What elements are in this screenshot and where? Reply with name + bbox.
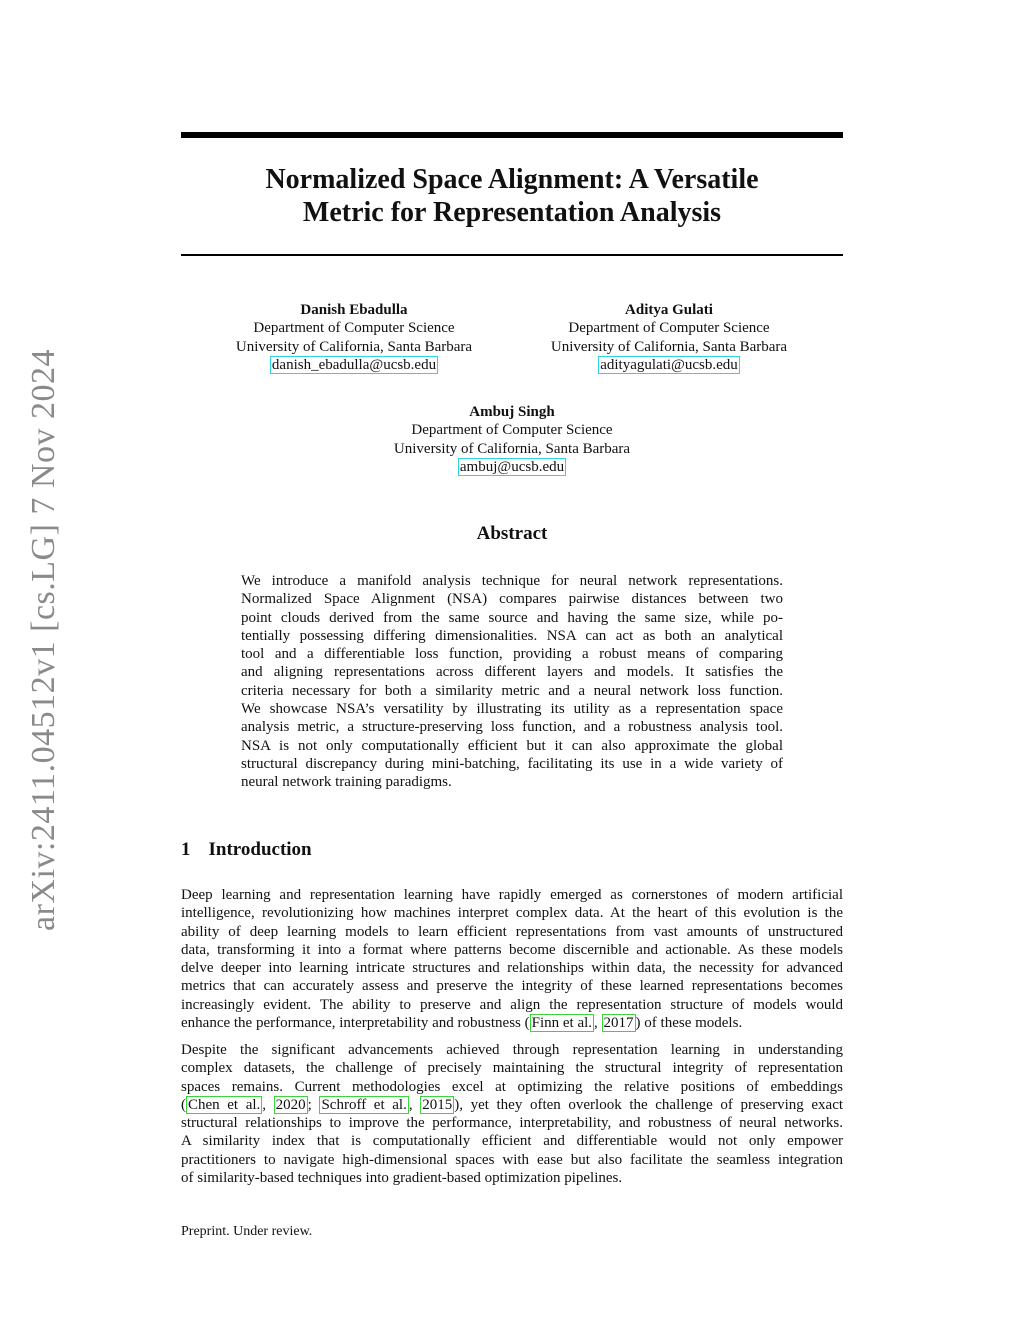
text-span: , — [262, 1096, 274, 1113]
text-span: Deep learning and representation learning have rapidly emerged as cornerstones of modern artificial — [181, 887, 843, 903]
text-span: We showcase NSA’s versatility by illustrating its utility as a representation space — [241, 701, 783, 718]
text-span: ( — [181, 1096, 186, 1113]
text-line — [181, 1078, 843, 1096]
text-line — [181, 923, 843, 941]
author-dept: Department of Computer Science — [568, 320, 770, 337]
text-span: data, transforming it into a format where patterns become discernible and actionable. As these models — [181, 941, 843, 958]
text-line — [181, 1169, 843, 1187]
text-span: ) of these models. — [635, 1015, 743, 1032]
text-line — [181, 959, 843, 977]
text-span: metrics that can accurately assess and preserve the integrity of these learned representations becomes — [181, 978, 843, 995]
section-number: 1 — [181, 839, 191, 860]
text-line — [181, 1151, 843, 1169]
citation-link[interactable]: 2020 — [275, 1096, 306, 1113]
text-line — [241, 572, 783, 590]
section-heading — [181, 839, 330, 861]
intro-paragraph — [181, 886, 843, 1032]
text-span: criteria necessary for both a similarity metric and a neural network loss function. — [241, 682, 783, 699]
text-span: A similarity index that is computationally efficient and differentiable would not only empower — [181, 1133, 843, 1150]
text-span: intelligence, revolutionizing how machines interpret complex data. At the heart of this evolution is the — [181, 905, 843, 922]
citation-link[interactable]: Finn et al. — [531, 1015, 593, 1032]
text-span: of similarity-based techniques into gradient-based optimization pipelines. — [181, 1170, 623, 1187]
text-span: ), yet they often overlook the challenge of preserving exact — [454, 1096, 844, 1113]
text-line — [181, 1041, 843, 1059]
text-span: and aligning representations across different layers and models. It satisfies the — [241, 664, 783, 681]
author-block — [504, 301, 834, 374]
top-rule — [181, 132, 843, 138]
text-line — [181, 977, 843, 995]
text-line — [241, 718, 783, 736]
text-line — [241, 663, 783, 681]
author-univ: University of California, Santa Barbara — [235, 338, 473, 355]
author-email-link[interactable]: ambuj@ucsb.edu — [459, 458, 565, 475]
text-span: spaces remains. Current methodologies excel at optimizing the relative positions of embeddings — [181, 1078, 843, 1095]
text-span: increasingly evident. The ability to preserve and align the representation structure of models would — [181, 996, 843, 1013]
text-span: point clouds derived from the same source and having the same size, while po- — [241, 609, 783, 626]
author-dept: Department of Computer Science — [253, 320, 455, 337]
text-span: Normalized Space Alignment (NSA) compares pairwise distances between two — [241, 591, 783, 608]
citation-link[interactable]: 2015 — [422, 1096, 453, 1113]
text-line — [181, 904, 843, 922]
text-span: , — [594, 1015, 602, 1032]
text-line — [181, 1059, 843, 1077]
text-span: ; — [307, 1096, 320, 1113]
citation-link[interactable]: Chen et al. — [188, 1096, 261, 1113]
text-span: We introduce a manifold analysis technique for neural network representations. — [241, 573, 783, 589]
text-line — [241, 755, 783, 773]
text-span: tentially possessing differing dimensionalities. NSA can act as both an analytical — [241, 627, 783, 644]
text-line — [241, 773, 783, 791]
author-block — [347, 403, 677, 476]
abstract-heading: Abstract — [476, 523, 548, 544]
section-title: Introduction — [208, 839, 312, 860]
text-span: ability of deep learning models to learn efficient representations from vast amounts of unstructured — [181, 923, 843, 940]
text-span: analysis metric, a structure-preserving loss function, and a robustness analysis tool. — [241, 719, 783, 736]
author-univ: University of California, Santa Barbara — [393, 440, 631, 457]
intro-paragraph — [181, 1041, 843, 1187]
text-line — [241, 609, 783, 627]
citation-link[interactable]: 2017 — [603, 1015, 634, 1032]
author-block — [189, 301, 519, 374]
author-email-link[interactable]: adityagulati@ucsb.edu — [600, 356, 738, 373]
text-line — [181, 941, 843, 959]
arxiv-stamp: arXiv:2411.04512v1 [cs.LG] 7 Nov 2024 — [25, 349, 62, 931]
text-span: Despite the significant advancements achieved through representation learning in understanding — [181, 1042, 843, 1058]
text-span: structural discrepancy during mini-batching, facilitating its use in a wide variety of — [241, 755, 783, 772]
text-span: NSA is not only computationally efficient but it can also approximate the global — [241, 737, 783, 754]
text-line — [181, 1096, 843, 1114]
text-line — [241, 645, 783, 663]
text-line — [241, 737, 783, 755]
text-line — [181, 996, 843, 1014]
footer-note: Preprint. Under review. — [181, 1224, 313, 1239]
author-name: Danish Ebadulla — [300, 302, 408, 318]
text-span: complex datasets, the challenge of precisely maintaining the structural integrity of representation — [181, 1060, 843, 1077]
text-span: , — [408, 1096, 421, 1113]
paper-title — [181, 163, 843, 229]
text-span: structural relationships to improve the performance, interpretability, and robustness of neural networks. — [181, 1115, 843, 1132]
title-rule — [181, 254, 843, 256]
citation-link[interactable]: Schroff et al. — [321, 1096, 407, 1113]
text-line — [241, 590, 783, 608]
text-span: practitioners to navigate high-dimensional spaces with ease but also facilitate the seamless integration — [181, 1151, 843, 1168]
text-line — [181, 1114, 843, 1132]
author-email-link[interactable]: danish_ebadulla@ucsb.edu — [271, 356, 437, 373]
author-name: Aditya Gulati — [625, 302, 713, 318]
title-line: Normalized Space Alignment: A Versatile — [265, 164, 759, 195]
title-line: Metric for Representation Analysis — [302, 197, 722, 228]
text-line — [181, 1014, 843, 1032]
text-span: neural network training paradigms. — [241, 774, 452, 791]
text-line — [241, 627, 783, 645]
text-span: enhance the performance, interpretability and robustness ( — [181, 1015, 530, 1032]
text-span: delve deeper into learning intricate structures and relationships within data, the necessity for advanced — [181, 960, 843, 977]
text-line — [241, 700, 783, 718]
text-line — [181, 1132, 843, 1150]
text-line — [241, 682, 783, 700]
author-univ: University of California, Santa Barbara — [550, 338, 788, 355]
text-line — [181, 886, 843, 904]
text-span: tool and a differentiable loss function, providing a robust means of comparing — [241, 646, 783, 663]
author-dept: Department of Computer Science — [411, 422, 613, 439]
abstract-body — [241, 572, 783, 792]
author-name: Ambuj Singh — [469, 404, 555, 420]
